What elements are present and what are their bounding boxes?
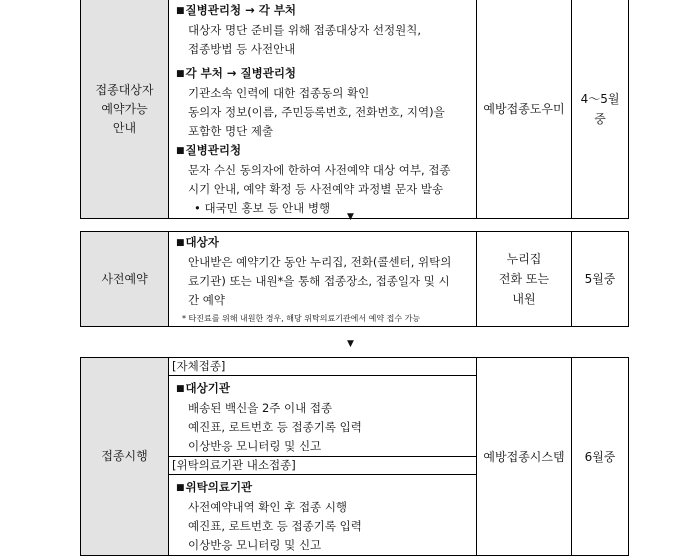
item-line: 간 예약 [188,293,225,307]
step-label-line: 접종시행 [101,449,148,463]
square-bullet-icon: ■ [176,69,185,79]
item-line: 예진표, 로트번호 등 접종기록 입력 [188,519,362,533]
item-line: 배송된 백신을 2주 이내 접종 [188,401,333,415]
step-label-line: 안내 [112,120,137,135]
item-line: 접종방법 등 사전안내 [188,42,296,56]
period-cell [572,0,629,219]
period-line: 4～5월 [580,92,620,106]
period-line: 6월중 [584,449,616,464]
step-content-cell [169,358,477,556]
step-content-cell [169,232,477,327]
step-label-cell [81,358,169,556]
step-label-line: 접종대상자 [95,82,154,97]
square-bullet-icon: ■ [176,483,185,493]
step-table-vaccination [80,357,629,556]
channel-line: 전화 또는 [498,272,550,286]
channel-line: 예방접종시스템 [483,449,565,464]
item-sub-bullet: • 대국민 홍보 등 안내 병행 [194,201,331,215]
period-cell [572,232,629,327]
item-line: 시기 안내, 예약 확정 등 사전예약 과정별 문자 발송 [188,182,444,196]
item-heading: ■각 부처 → 질병관리청 [176,66,297,80]
item-line: 문자 수신 동의자에 한하여 사전예약 대상 여부, 접종 [188,163,451,177]
channel-line: 예방접종도우미 [483,102,565,116]
section-title: [위탁의료기관 내소접종] [169,456,476,475]
flow-arrow-down-icon: ▼ [347,212,354,222]
footnote: * 타진료를 위해 내원한 경우, 해당 위탁의료기관에서 예약 접수 가능 [182,314,421,323]
step-label-cell [81,232,169,327]
item-heading: ■질병관리청 → 각 부처 [176,3,297,17]
item-line: 기관소속 인력에 대한 접종동의 확인 [188,86,370,100]
step-table-reservation-notice [80,0,629,219]
channel-cell [477,232,572,327]
step-content-cell [169,0,477,219]
square-bullet-icon: ■ [176,384,185,394]
item-line: 료기관) 또는 내원*을 통해 접종장소, 접종일자 및 시 [188,274,450,288]
item-line: 동의자 정보(이름, 주민등록번호, 전화번호, 지역)을 [188,105,445,119]
square-bullet-icon: ■ [176,6,185,16]
channel-line: 내원 [512,292,536,306]
channel-cell [477,358,572,556]
item-line: 사전예약내역 확인 후 접종 시행 [188,500,348,514]
section-title: [자체접종] [169,358,476,376]
channel-line: 누리집 [506,252,542,266]
period-cell [572,358,629,556]
step-label-cell [81,0,169,219]
channel-cell [477,0,572,219]
item-heading: ■질병관리청 [176,143,242,157]
item-line: 이상반응 모니터링 및 신고 [188,538,322,552]
step-label-line: 예약가능 [101,101,148,116]
item-line: 대상자 명단 준비를 위해 접종대상자 선정원칙, [188,23,422,37]
item-line: 포함한 명단 제출 [188,124,274,138]
period-line: 중 [594,112,606,126]
item-line: 안내받은 예약기간 동안 누리집, 전화(콜센터, 위탁의 [188,255,452,269]
item-line: 예진표, 로트번호 등 접종기록 입력 [188,420,362,434]
flow-arrow-down-icon: ▼ [347,339,354,349]
period-line: 5월중 [584,272,616,286]
item-heading: ■위탁의료기관 [176,480,253,494]
square-bullet-icon: ■ [176,146,185,156]
step-table-pre-reservation [80,231,629,327]
item-heading: ■대상자 [176,235,219,249]
step-label-line: 사전예약 [101,271,148,286]
square-bullet-icon: ■ [176,238,185,248]
item-line: 이상반응 모니터링 및 신고 [188,439,322,453]
item-heading: ■대상기관 [176,381,230,395]
